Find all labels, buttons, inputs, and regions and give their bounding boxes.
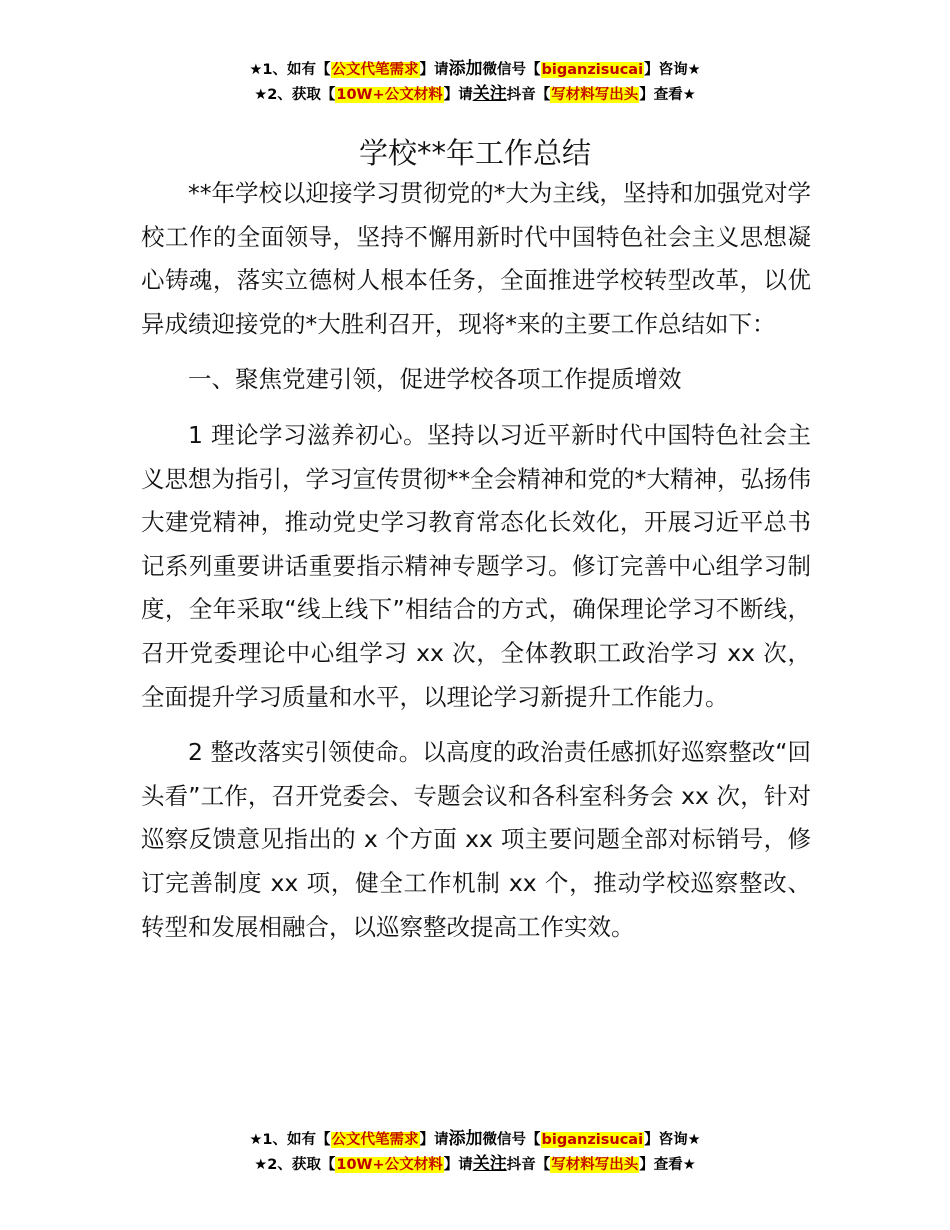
promo-line-2 <box>0 82 950 107</box>
promo-text: 微信号【 <box>482 62 541 78</box>
promo-line-2 <box>0 1152 950 1177</box>
promo-highlight: 10W+公文材料 <box>336 87 443 103</box>
promo-text: 】请 <box>419 1132 449 1148</box>
promo-text: 抖音【 <box>506 87 551 103</box>
promo-text: ★2、获取【 <box>254 1157 336 1173</box>
promo-wechat-id: biganzisucai <box>541 62 644 78</box>
promo-text: 】咨询★ <box>644 1132 701 1148</box>
promo-text: 】查看★ <box>639 1157 696 1173</box>
promo-emphasis: 关注 <box>472 1154 507 1174</box>
promo-wechat-id: biganzisucai <box>541 1132 644 1148</box>
body-paragraph: 2 整改落实引领使命。以高度的政治责任感抓好巡察整改“回头看”工作，召开党委会、专题会议和各科室科务会 xx 次，针对巡察反馈意见指出的 x 个方面 xx 项主要问题全部对标销号，修订完善制度 xx 项，健全工作机制 xx 个，推动学校巡察整改、转型和发展相融合，以巡察整改提高工作实效。 <box>141 738 811 941</box>
promo-text: 】请 <box>443 87 473 103</box>
promo-text: 微信号【 <box>482 1132 541 1148</box>
body-paragraph: 1 理论学习滋养初心。坚持以习近平新时代中国特色社会主义思想为指引，学习宣传贯彻**全会精神和党的*大精神，弘扬伟大建党精神，推动党史学习教育常态化长效化，开展习近平总书记系列重要讲话重要指示精神专题学习。修订完善中心组学习制度，全年采取“线上线下”相结合的方式，确保理论学习不断线，召开党委理论中心组学习 xx 次，全体教职工政治学习 xx 次，全面提升学习质量和水平，以理论学习新提升工作能力。 <box>141 420 811 711</box>
promo-emphasis: 关注 <box>472 84 507 104</box>
promo-text: ★1、如有【 <box>249 1132 331 1148</box>
promo-highlight: 公文代笔需求 <box>331 62 419 78</box>
promo-emphasis: 添加 <box>448 1129 483 1149</box>
promo-highlight: 公文代笔需求 <box>331 1132 419 1148</box>
intro-paragraph: **年学校以迎接学习贯彻党的*大为主线，坚持和加强党对学校工作的全面领导，坚持不懈用新时代中国特色社会主义思想凝心铸魂，落实立德树人根本任务，全面推进学校转型改革，以优异成绩迎接党的*大胜利召开，现将*来的主要工作总结如下： <box>141 179 811 338</box>
promo-text: 抖音【 <box>506 1157 551 1173</box>
document-body <box>141 172 811 961</box>
footer-promo-banner <box>0 1127 950 1177</box>
promo-highlight: 10W+公文材料 <box>336 1157 443 1173</box>
promo-text: 】咨询★ <box>644 62 701 78</box>
promo-line-1 <box>0 1127 950 1152</box>
header-promo-banner <box>0 57 950 107</box>
promo-douyin-id: 写材料写出头 <box>551 87 639 103</box>
promo-douyin-id: 写材料写出头 <box>551 1157 639 1173</box>
section-heading: 一、聚焦党建引领，促进学校各项工作提质增效 <box>188 365 682 394</box>
promo-text: ★1、如有【 <box>249 62 331 78</box>
promo-text: ★2、获取【 <box>254 87 336 103</box>
promo-text: 】查看★ <box>639 87 696 103</box>
promo-emphasis: 添加 <box>448 59 483 79</box>
document-title: 学校**年工作总结 <box>358 136 591 171</box>
promo-text: 】请 <box>443 1157 473 1173</box>
promo-line-1 <box>0 57 950 82</box>
promo-text: 】请 <box>419 62 449 78</box>
